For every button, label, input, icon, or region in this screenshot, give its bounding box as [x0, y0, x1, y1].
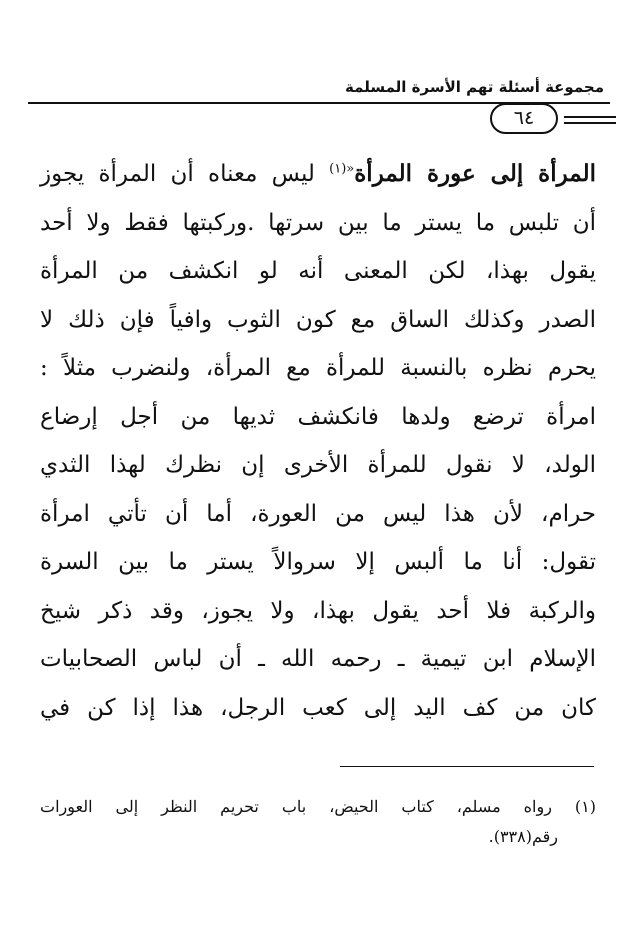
footnote-marker: (١) — [574, 797, 596, 816]
footnote-line-1 — [40, 792, 596, 822]
text-line-5: يحرم نظره بالنسبة للمرأة مع المرأة، ولنضرب مثلاً : — [40, 355, 596, 381]
footnote-line-2: رقم(٣٣٨). — [488, 827, 558, 846]
text-line-11: الإسلام ابن تيمية ـ رحمه الله ـ أن لباس الصحابيات — [40, 646, 596, 672]
text-line-3: يقول بهذا، لكن المعنى أنه لو انكشف من المرأة — [40, 258, 596, 284]
footnote-separator — [340, 766, 594, 767]
page-number-double-rule-bottom — [564, 122, 616, 124]
page-number-ornament — [480, 102, 620, 142]
page-number: ٦٤ — [490, 103, 558, 134]
text-line-1 — [40, 150, 596, 199]
text-line-1-rest: ليس معناه أن المرأة يجوز — [40, 161, 330, 187]
footnote-text-1: رواه مسلم، كتاب الحيض، باب تحريم النظر إلى العورات — [40, 797, 552, 816]
footnote — [40, 792, 596, 852]
text-line-10: والركبة فلا أحد يقول بهذا، ولا يجوز، وقد ذكر شيخ — [40, 597, 596, 624]
footnote-reference: «(١) — [329, 161, 355, 177]
text-line-8: حرام، لأن هذا ليس من العورة، أما أن تأتي امرأة — [40, 500, 596, 527]
quoted-phrase: المرأة إلى عورة المرأة — [354, 160, 596, 187]
text-line-6: امرأة ترضع ولدها فانكشف ثديها من أجل إرضاع — [40, 403, 596, 430]
text-line-7: الولد، لا نقول للمرأة الأخرى إن نظرك لهذا الثدي — [40, 452, 596, 478]
text-line-4: الصدر وكذلك الساق مع كون الثوب وافياً فإن ذلك لا — [40, 306, 596, 333]
running-title: مجموعة أسئلة تهم الأسرة المسلمة — [345, 78, 604, 96]
text-line-12: كان من كف اليد إلى كعب الرجل، هذا إذا كن في — [40, 694, 596, 721]
main-text — [40, 150, 596, 732]
page-number-double-rule-top — [564, 116, 616, 118]
text-line-9: تقول: أنا ما ألبس إلا سروالاً يستر ما بين السرة — [40, 549, 596, 575]
text-line-2: أن تلبس ما يستر ما بين سرتها .وركبتها فقط ولا أحد — [40, 209, 596, 236]
